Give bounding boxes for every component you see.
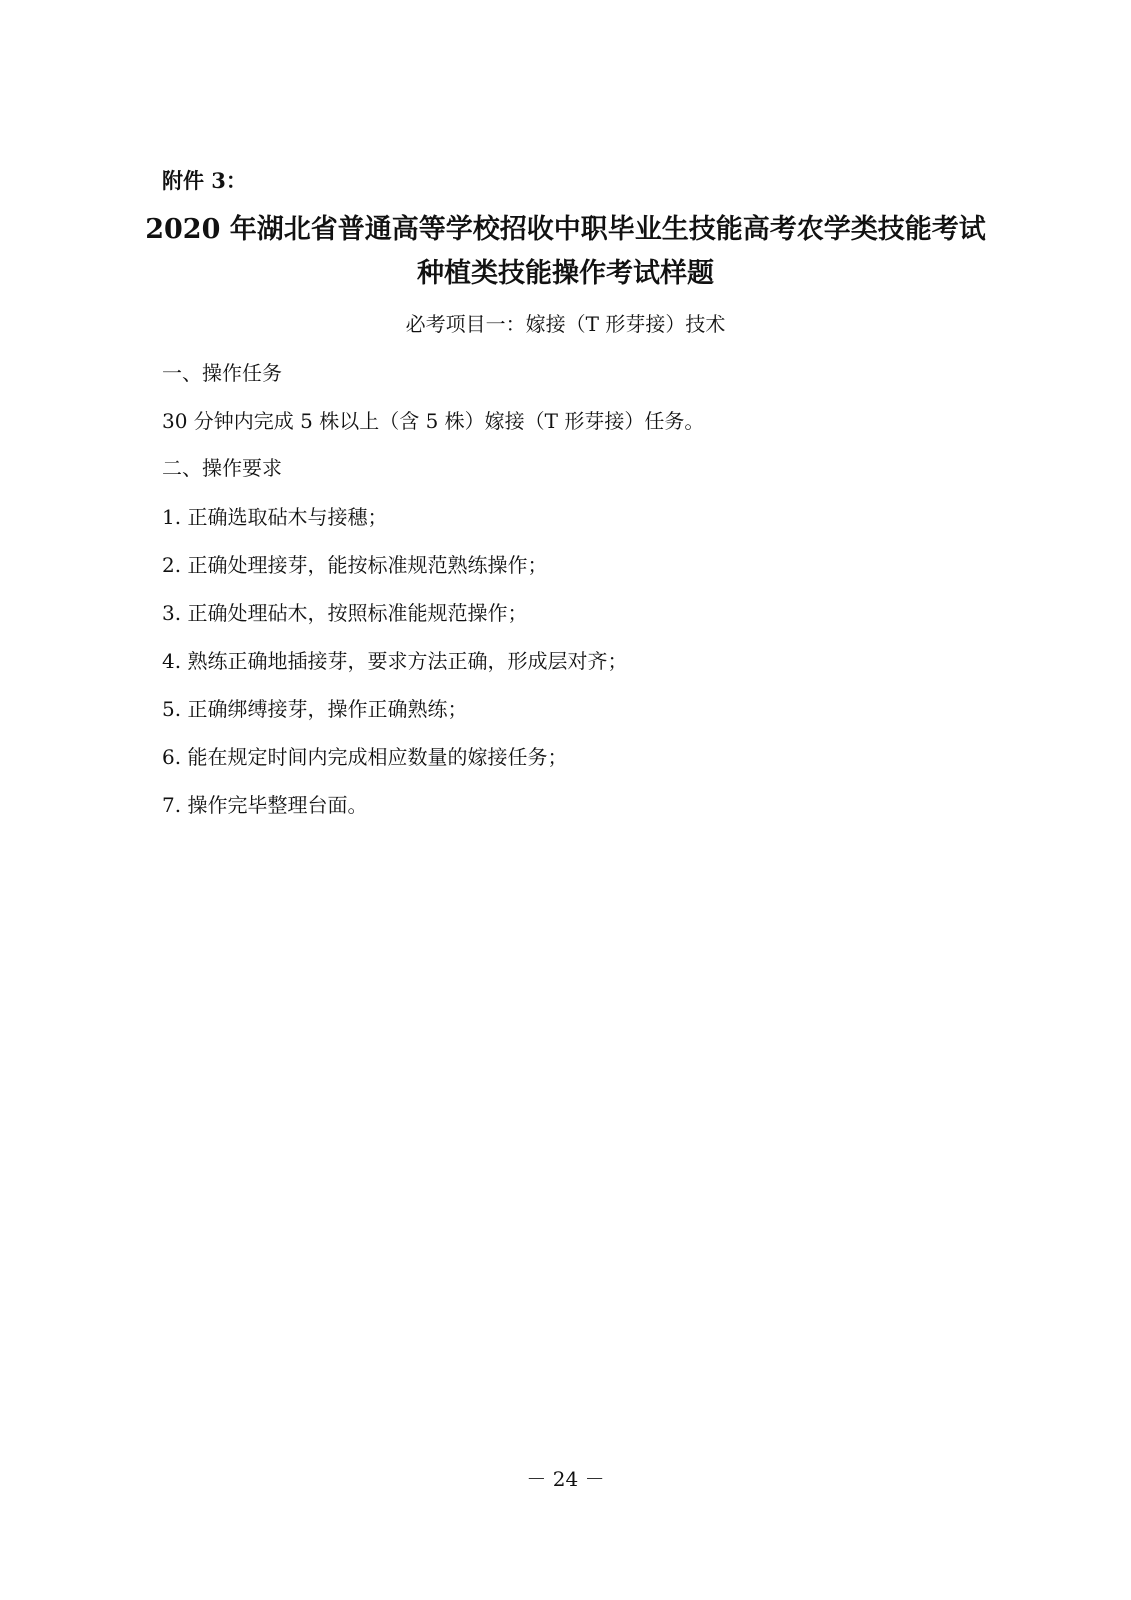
section-heading-requirements: 二、操作要求 bbox=[162, 456, 282, 480]
task-description: 30 分钟内完成 5 株以上（含 5 株）嫁接（T 形芽接）任务。 bbox=[162, 409, 705, 433]
attachment-label: 附件 3： bbox=[162, 168, 247, 193]
requirement-item: 6. 能在规定时间内完成相应数量的嫁接任务； bbox=[162, 745, 568, 769]
requirement-item: 7. 操作完毕整理台面。 bbox=[162, 793, 368, 817]
document-title-line-1: 2020 年湖北省普通高等学校招收中职毕业生技能高考农学类技能考试 bbox=[145, 214, 986, 245]
requirement-item: 5. 正确绑缚接芽，操作正确熟练； bbox=[162, 697, 468, 721]
requirement-item: 1. 正确选取砧木与接穗； bbox=[162, 505, 388, 529]
section-heading-task: 一、操作任务 bbox=[162, 361, 282, 385]
requirement-item: 2. 正确处理接芽，能按标准规范熟练操作； bbox=[162, 553, 548, 577]
document-subtitle: 必考项目一：嫁接（T 形芽接）技术 bbox=[405, 312, 726, 336]
document-title-line-2: 种植类技能操作考试样题 bbox=[417, 258, 714, 289]
requirement-item: 4. 熟练正确地插接芽，要求方法正确，形成层对齐； bbox=[162, 649, 628, 673]
page-number: － 24 － bbox=[526, 1467, 605, 1491]
requirement-item: 3. 正确处理砧木，按照标准能规范操作； bbox=[162, 601, 528, 625]
